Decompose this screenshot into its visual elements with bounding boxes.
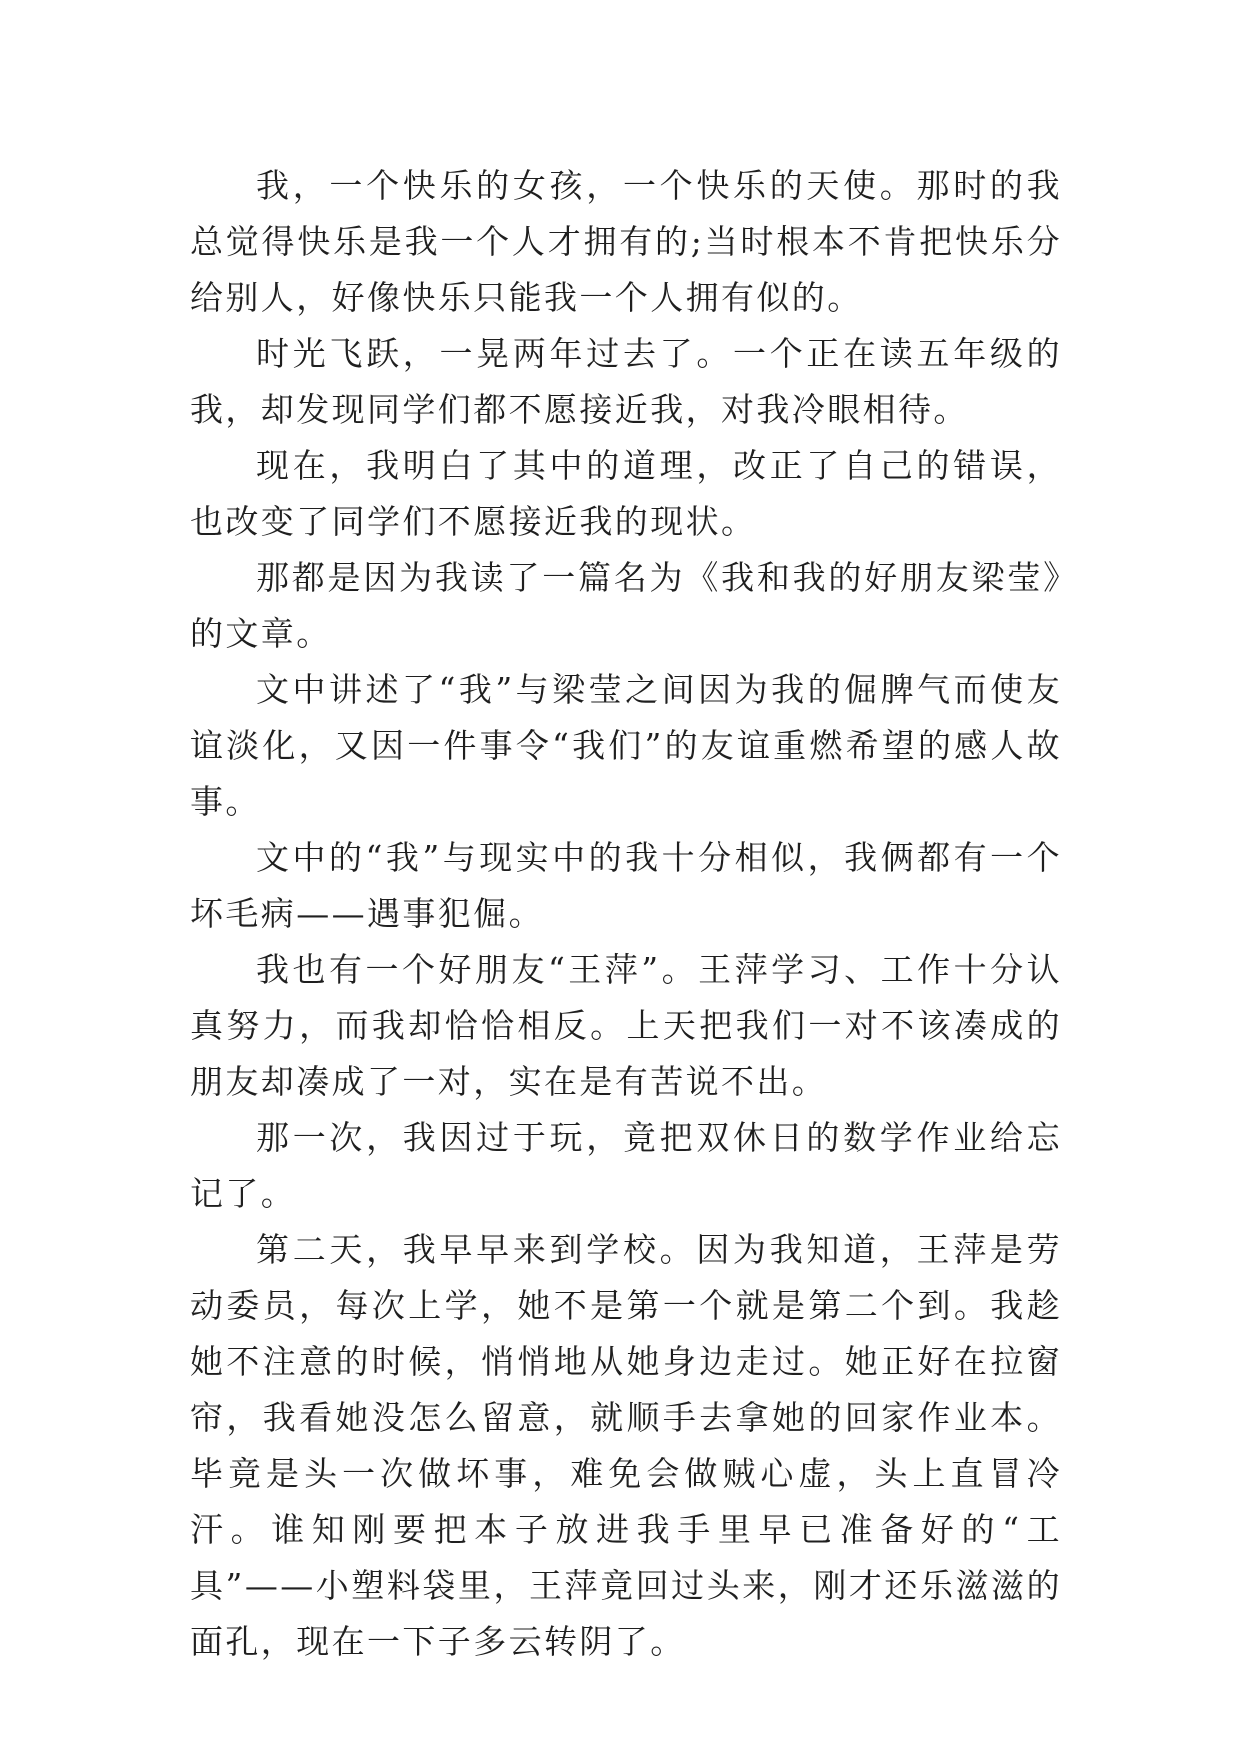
paragraph: 文中讲述了“我”与梁莹之间因为我的倔脾气而使友谊淡化，又因一件事令“我们”的友谊重燃希望的感人故事。 [190, 670, 1062, 821]
paragraph: 现在，我明白了其中的道理，改正了自己的错误，也改变了同学们不愿接近我的现状。 [190, 446, 1062, 541]
document-body [190, 158, 1062, 1670]
paragraph: 第二天，我早早来到学校。因为我知道，王萍是劳动委员，每次上学，她不是第一个就是第二个到。我趁她不注意的时候，悄悄地从她身边走过。她正好在拉窗帘，我看她没怎么留意，就顺手去拿她的回家作业本。毕竟是头一次做坏事，难免会做贼心虚，头上直冒冷汗。谁知刚要把本子放进我手里早已准备好的“工具”——小塑料袋里，王萍竟回过头来，刚才还乐滋滋的面孔，现在一下子多云转阴了。 [190, 1230, 1062, 1661]
paragraph: 那都是因为我读了一篇名为《我和我的好朋友梁莹》的文章。 [190, 558, 1062, 653]
paragraph: 我，一个快乐的女孩，一个快乐的天使。那时的我总觉得快乐是我一个人才拥有的;当时根本不肯把快乐分给别人，好像快乐只能我一个人拥有似的。 [190, 166, 1062, 317]
paragraph: 那一次，我因过于玩，竟把双休日的数学作业给忘记了。 [190, 1118, 1062, 1213]
paragraph: 我也有一个好朋友“王萍”。王萍学习、工作十分认真努力，而我却恰恰相反。上天把我们一对不该凑成的朋友却凑成了一对，实在是有苦说不出。 [190, 950, 1062, 1101]
paragraph: 时光飞跃，一晃两年过去了。一个正在读五年级的我，却发现同学们都不愿接近我，对我冷眼相待。 [190, 334, 1062, 429]
paragraph: 文中的“我”与现实中的我十分相似，我俩都有一个坏毛病——遇事犯倔。 [190, 838, 1062, 933]
